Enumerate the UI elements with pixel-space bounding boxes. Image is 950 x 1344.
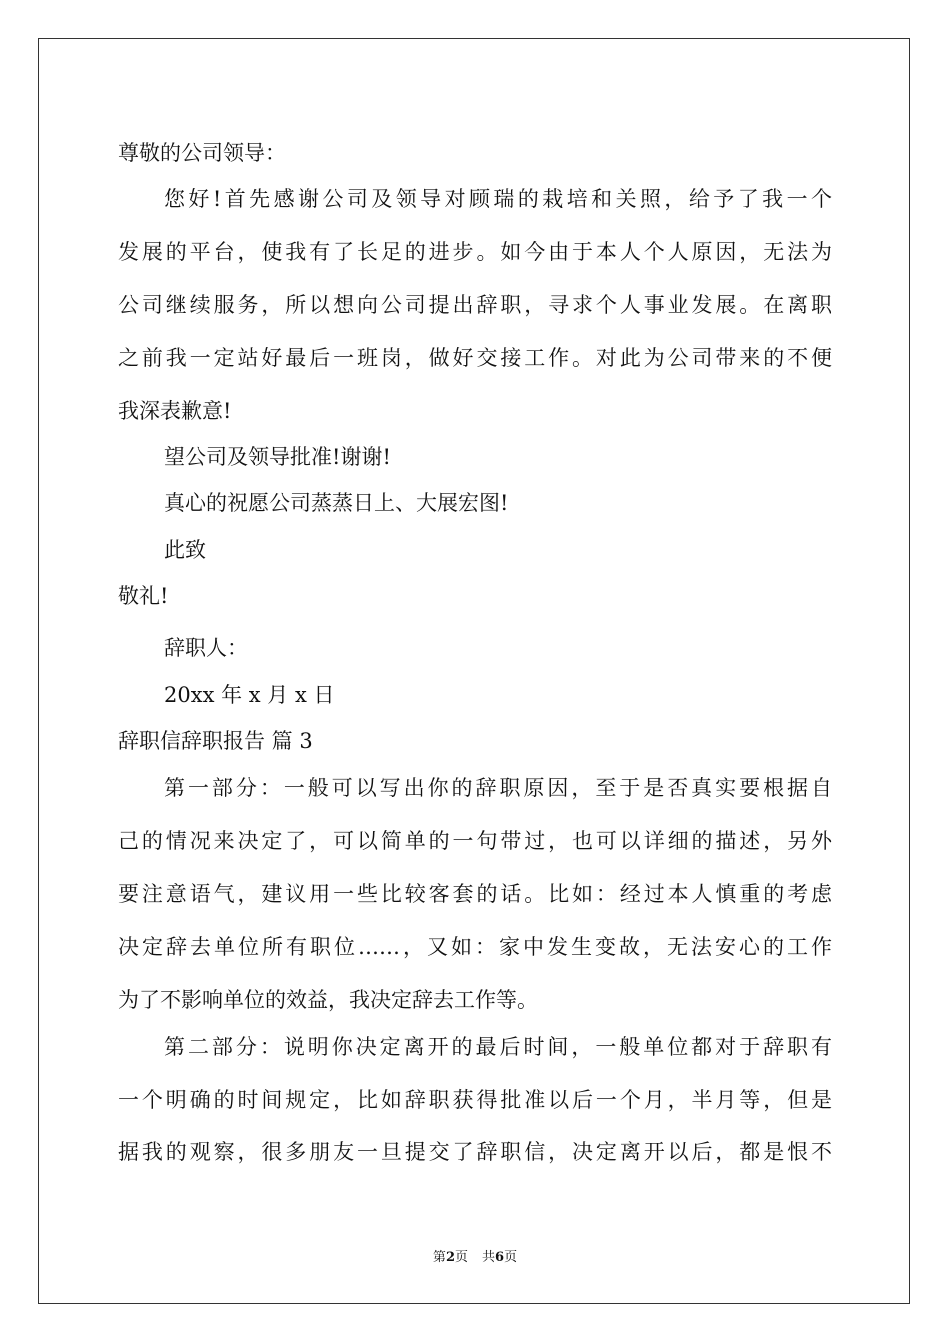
current-page-number: 2 (445, 1250, 455, 1265)
total-page-number: 6 (495, 1250, 505, 1265)
paragraph-line: 要注意语气，建议用一些比较客套的话。比如：经过本人慎重的考虑 (118, 882, 832, 906)
closing-line-1: 此致 (164, 538, 206, 562)
date-line: 20xx 年 x 月 x 日 (164, 683, 335, 707)
total-suffix: 页 (504, 1250, 518, 1265)
request-line: 望公司及领导批准!谢谢! (164, 445, 391, 469)
page-footer (0, 1246, 950, 1265)
paragraph-line: 之前我一定站好最后一班岗，做好交接工作。对此为公司带来的不便 (118, 346, 832, 370)
paragraph-line: 决定辞去单位所有职位……，又如：家中发生变故，无法安心的工作 (118, 935, 832, 959)
paragraph-line: 您好!首先感谢公司及领导对顾瑞的栽培和关照，给予了我一个 (164, 187, 832, 211)
closing-line-2: 敬礼! (118, 584, 169, 608)
page-prefix: 第 (432, 1250, 446, 1265)
paragraph-line: 据我的观察，很多朋友一旦提交了辞职信，决定离开以后，都是恨不 (118, 1140, 832, 1164)
paragraph-line: 己的情况来决定了，可以简单的一句带过，也可以详细的描述，另外 (118, 829, 832, 853)
paragraph-line: 一个明确的时间规定，比如辞职获得批准以后一个月，半月等，但是 (118, 1088, 832, 1112)
paragraph-line: 公司继续服务，所以想向公司提出辞职，寻求个人事业发展。在离职 (118, 293, 832, 317)
paragraph-line: 为了不影响单位的效益，我决定辞去工作等。 (118, 988, 538, 1012)
paragraph-line: 第一部分：一般可以写出你的辞职原因，至于是否真实要根据自 (164, 776, 832, 800)
section-title: 辞职信辞职报告 篇 3 (118, 729, 313, 753)
signer-label: 辞职人： (164, 636, 248, 660)
salutation: 尊敬的公司领导： (118, 141, 286, 165)
page-suffix: 页 (454, 1250, 468, 1265)
paragraph-line: 发展的平台，使我有了长足的进步。如今由于本人个人原因，无法为 (118, 240, 832, 264)
wish-line: 真心的祝愿公司蒸蒸日上、大展宏图! (164, 491, 509, 515)
total-prefix: 共 (482, 1250, 496, 1265)
paragraph-line: 第二部分：说明你决定离开的最后时间，一般单位都对于辞职有 (164, 1035, 832, 1059)
paragraph-line: 我深表歉意! (118, 399, 232, 423)
